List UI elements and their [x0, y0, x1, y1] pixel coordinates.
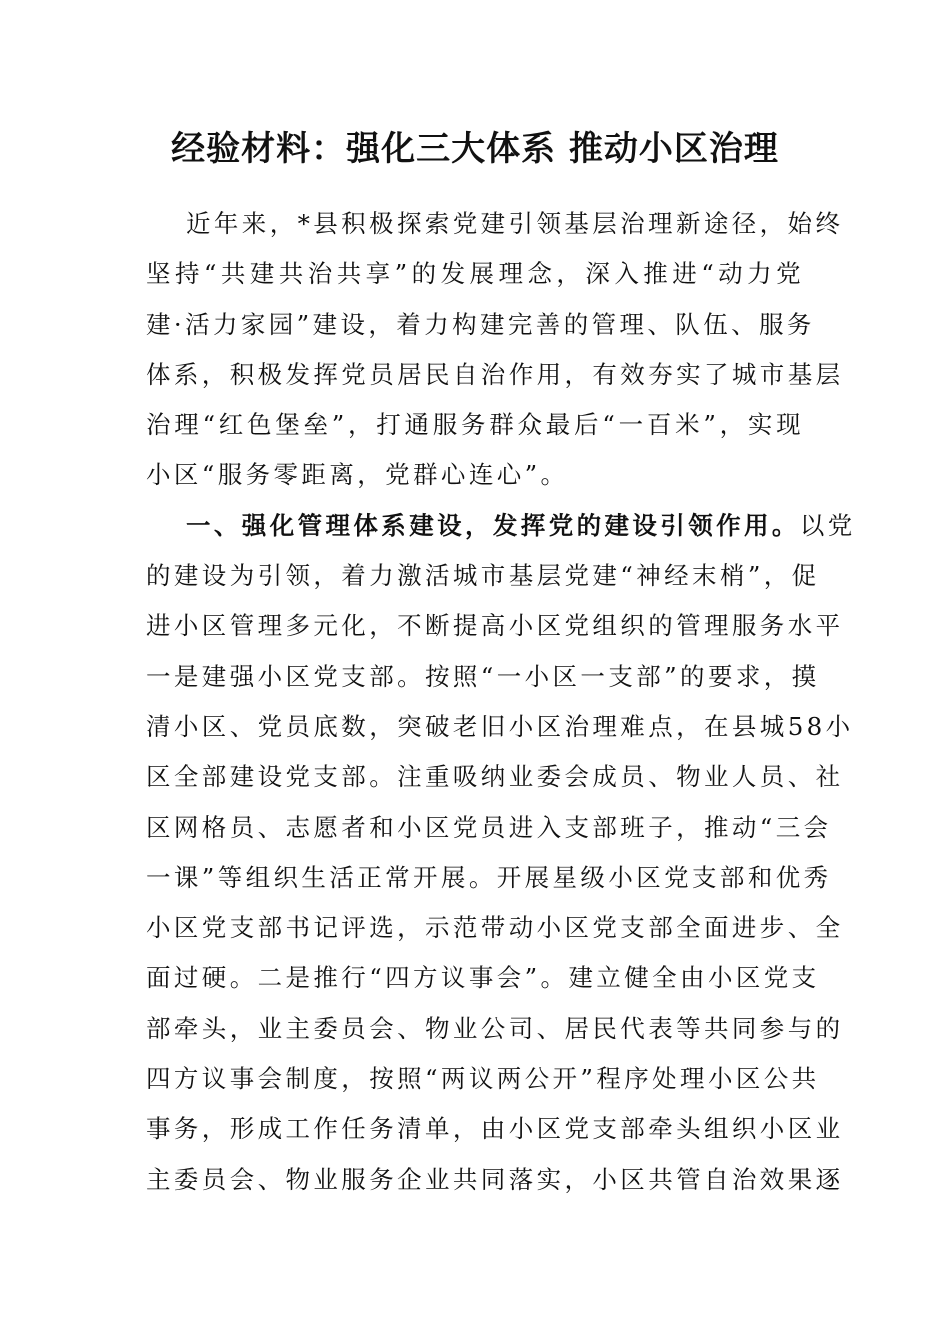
section-heading: 一、强化管理体系建设，发挥党的建设引领作用。 [186, 510, 800, 540]
paragraph-2-line-7: 区网格员、志愿者和小区党员进入支部班子，推动“三会 [146, 812, 832, 842]
paragraph-2-line-8: 一课”等组织生活正常开展。开展星级小区党支部和优秀 [146, 862, 832, 892]
document-title: 经验材料：强化三大体系 推动小区治理 [171, 129, 779, 169]
paragraph-2-line-3: 进小区管理多元化，不断提高小区党组织的管理服务水平 [146, 611, 844, 641]
paragraph-1-line-6: 小区“服务零距离，党群心连心”。 [146, 460, 569, 490]
paragraph-2-line-13: 事务，形成工作任务清单，由小区党支部牵头组织小区业 [146, 1114, 844, 1144]
paragraph-2-line-1 [146, 501, 856, 551]
paragraph-1-line-1: 近年来，*县积极探索党建引领基层治理新途径，始终 [186, 209, 844, 238]
paragraph-1-line-2: 坚持“共建共治共享”的发展理念，深入推进“动力党 [146, 259, 804, 289]
paragraph-2-line-9: 小区党支部书记评选，示范带动小区党支部全面进步、全 [146, 913, 844, 943]
paragraph-2-line-12: 四方议事会制度，按照“两议两公开”程序处理小区公共 [146, 1064, 820, 1094]
paragraph-1-line-3: 建·活力家园”建设，着力构建完善的管理、队伍、服务 [146, 309, 815, 339]
paragraph-1-line-4: 体系，积极发挥党员居民自治作用，有效夯实了城市基层 [146, 359, 844, 389]
paragraph-2-line-2: 的建设为引领，着力激活城市基层党建“神经末梢”，促 [146, 561, 820, 591]
section-heading-rest: 以党 [799, 510, 856, 540]
paragraph-2-line-5: 清小区、党员底数，突破老旧小区治理难点，在县城58小 [146, 711, 854, 741]
paragraph-2-line-6: 区全部建设党支部。注重吸纳业委会成员、物业人员、社 [146, 762, 844, 792]
paragraph-1-line-5: 治理“红色堡垒”，打通服务群众最后“一百米”，实现 [146, 410, 804, 440]
paragraph-2-line-10: 面过硬。二是推行“四方议事会”。建立健全由小区党支 [146, 963, 820, 993]
paragraph-2-line-14: 主委员会、物业服务企业共同落实，小区共管自治效果逐 [146, 1164, 844, 1194]
document-body [146, 199, 856, 1205]
paragraph-2-line-4: 一是建强小区党支部。按照“一小区一支部”的要求，摸 [146, 661, 820, 691]
paragraph-2-line-11: 部牵头，业主委员会、物业公司、居民代表等共同参与的 [146, 1013, 844, 1043]
